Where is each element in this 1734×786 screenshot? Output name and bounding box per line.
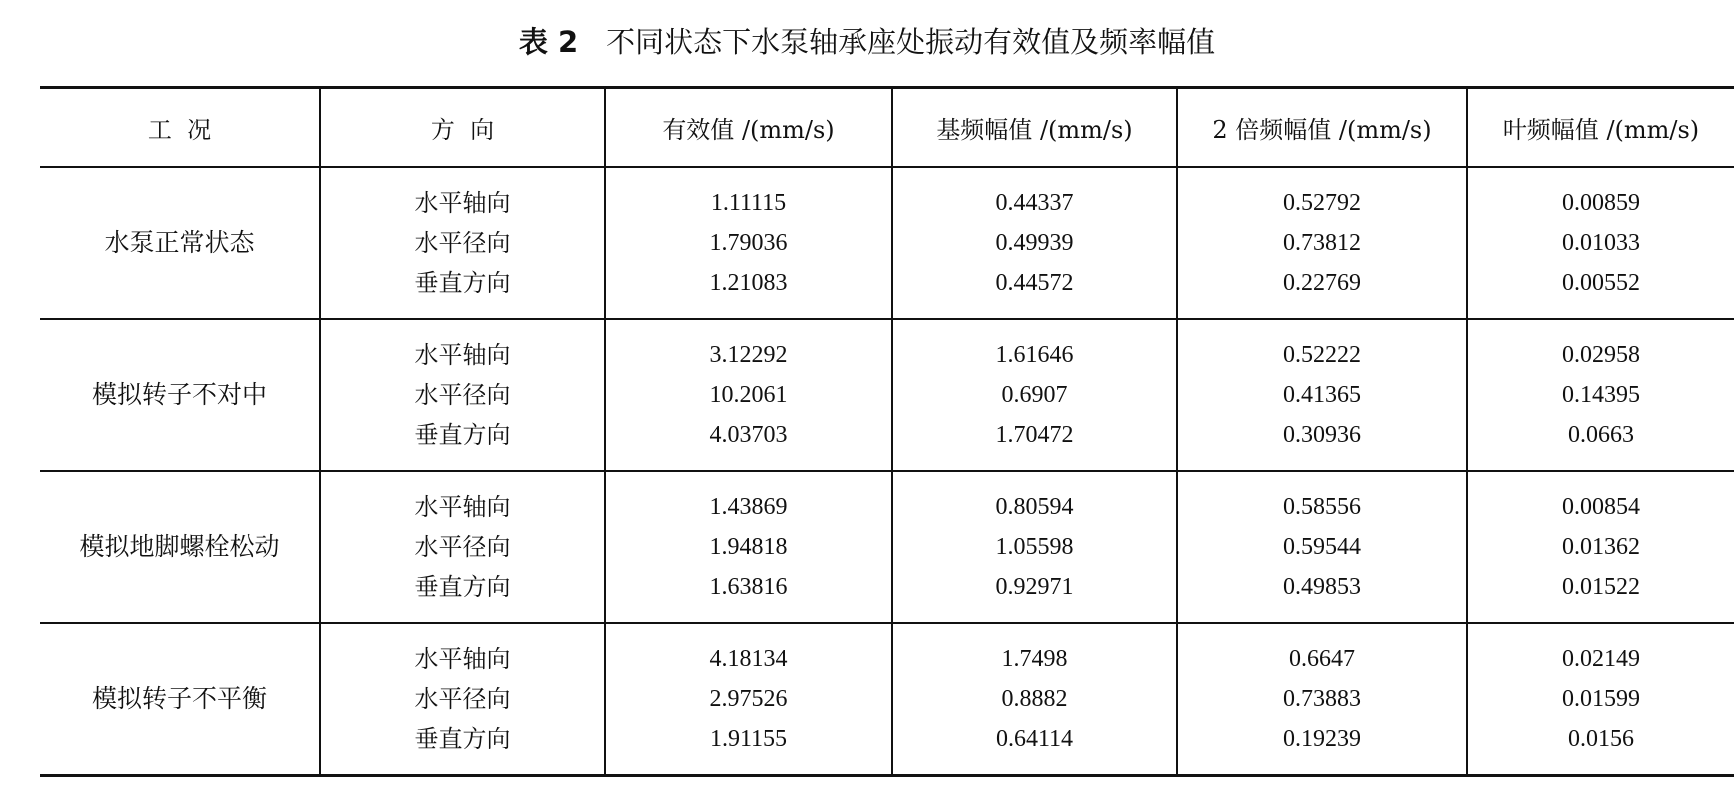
header-fundamental: 基频幅值 /(mm/s) bbox=[892, 88, 1177, 168]
rms-cell bbox=[605, 471, 892, 623]
condition-label: 水泵正常状态 bbox=[104, 228, 255, 257]
fundamental-cell bbox=[892, 319, 1177, 471]
second-harmonic-cell bbox=[1177, 623, 1467, 776]
direction-cell bbox=[320, 319, 605, 471]
direction-label: 水平轴向 bbox=[414, 493, 511, 521]
rms-value: 4.18134 bbox=[709, 646, 788, 672]
rms-value: 1.94818 bbox=[709, 534, 788, 560]
second-harmonic-value: 0.73812 bbox=[1283, 230, 1361, 256]
rms-value: 1.43869 bbox=[709, 494, 788, 520]
direction-label: 水平径向 bbox=[414, 533, 511, 561]
table-caption bbox=[0, 22, 1734, 62]
table-row-group bbox=[40, 623, 1734, 776]
second-harmonic-value: 0.41365 bbox=[1283, 382, 1361, 408]
second-harmonic-value: 0.49853 bbox=[1283, 574, 1361, 600]
second-harmonic-value: 0.6647 bbox=[1289, 646, 1355, 672]
table-title: 不同状态下水泵轴承座处振动有效值及频率幅值 bbox=[606, 25, 1216, 59]
second-harmonic-cell bbox=[1177, 319, 1467, 471]
header-second-harmonic: 2 倍频幅值 /(mm/s) bbox=[1177, 88, 1467, 168]
blade-frequency-cell bbox=[1467, 319, 1734, 471]
blade-frequency-cell bbox=[1467, 623, 1734, 776]
blade-frequency-value: 0.14395 bbox=[1562, 382, 1640, 408]
second-harmonic-value: 0.19239 bbox=[1283, 726, 1361, 752]
fundamental-value: 1.05598 bbox=[995, 534, 1074, 560]
rms-cell bbox=[605, 319, 892, 471]
rms-value: 1.63816 bbox=[709, 574, 788, 600]
second-harmonic-value: 0.52792 bbox=[1283, 190, 1361, 216]
header-row bbox=[40, 88, 1734, 168]
blade-frequency-value: 0.00854 bbox=[1562, 494, 1640, 520]
second-harmonic-value: 0.59544 bbox=[1283, 534, 1361, 560]
condition-cell bbox=[40, 319, 320, 471]
blade-frequency-value: 0.01362 bbox=[1562, 534, 1640, 560]
header-rms: 有效值 /(mm/s) bbox=[605, 88, 892, 168]
rms-value: 3.12292 bbox=[709, 342, 788, 368]
fundamental-value: 0.92971 bbox=[995, 574, 1074, 600]
fundamental-value: 0.44337 bbox=[995, 190, 1074, 216]
blade-frequency-value: 0.01599 bbox=[1562, 686, 1640, 712]
rms-value: 1.79036 bbox=[709, 230, 788, 256]
direction-label: 垂直方向 bbox=[414, 269, 511, 297]
rms-cell bbox=[605, 623, 892, 776]
fundamental-cell bbox=[892, 623, 1177, 776]
direction-label: 水平轴向 bbox=[414, 341, 511, 369]
fundamental-value: 0.64114 bbox=[995, 726, 1074, 752]
rms-value: 4.03703 bbox=[709, 422, 788, 448]
direction-label: 水平轴向 bbox=[414, 189, 511, 217]
blade-frequency-value: 0.00552 bbox=[1562, 270, 1640, 296]
condition-label: 模拟转子不对中 bbox=[91, 380, 267, 409]
rms-value: 1.11115 bbox=[710, 190, 787, 216]
direction-label: 垂直方向 bbox=[414, 573, 511, 601]
blade-frequency-value: 0.01522 bbox=[1562, 574, 1640, 600]
fundamental-value: 1.7498 bbox=[1001, 646, 1068, 672]
table-row-group bbox=[40, 319, 1734, 471]
direction-label: 水平轴向 bbox=[414, 645, 511, 673]
fundamental-value: 0.44572 bbox=[995, 270, 1074, 296]
fundamental-value: 1.61646 bbox=[995, 342, 1074, 368]
vibration-data-table bbox=[40, 86, 1734, 777]
fundamental-value: 0.8882 bbox=[1001, 686, 1068, 712]
condition-cell bbox=[40, 471, 320, 623]
rms-value: 2.97526 bbox=[709, 686, 788, 712]
fundamental-value: 0.6907 bbox=[1001, 382, 1068, 408]
condition-label: 模拟地脚螺栓松动 bbox=[79, 532, 280, 561]
blade-frequency-value: 0.02958 bbox=[1562, 342, 1640, 368]
rms-value: 10.2061 bbox=[709, 382, 788, 408]
table-number: 表 2 bbox=[518, 25, 579, 59]
fundamental-value: 1.70472 bbox=[995, 422, 1074, 448]
blade-frequency-cell bbox=[1467, 167, 1734, 319]
blade-frequency-value: 0.01033 bbox=[1562, 230, 1640, 256]
rms-value: 1.91155 bbox=[709, 726, 788, 752]
blade-frequency-value: 0.0156 bbox=[1568, 726, 1634, 752]
blade-frequency-value: 0.0663 bbox=[1568, 422, 1634, 448]
header-condition: 工 况 bbox=[40, 88, 320, 168]
direction-cell bbox=[320, 471, 605, 623]
direction-label: 水平径向 bbox=[414, 229, 511, 257]
rms-cell bbox=[605, 167, 892, 319]
blade-frequency-value: 0.00859 bbox=[1562, 190, 1640, 216]
fundamental-cell bbox=[892, 471, 1177, 623]
second-harmonic-value: 0.52222 bbox=[1283, 342, 1361, 368]
second-harmonic-value: 0.58556 bbox=[1283, 494, 1361, 520]
direction-label: 垂直方向 bbox=[414, 725, 511, 753]
fundamental-value: 0.49939 bbox=[995, 230, 1074, 256]
direction-cell bbox=[320, 623, 605, 776]
fundamental-value: 0.80594 bbox=[995, 494, 1074, 520]
direction-label: 垂直方向 bbox=[414, 421, 511, 449]
blade-frequency-value: 0.02149 bbox=[1562, 646, 1640, 672]
blade-frequency-cell bbox=[1467, 471, 1734, 623]
table-row-group bbox=[40, 471, 1734, 623]
condition-cell bbox=[40, 167, 320, 319]
second-harmonic-cell bbox=[1177, 471, 1467, 623]
direction-label: 水平径向 bbox=[414, 685, 511, 713]
condition-label: 模拟转子不平衡 bbox=[91, 684, 267, 713]
fundamental-cell bbox=[892, 167, 1177, 319]
second-harmonic-cell bbox=[1177, 167, 1467, 319]
direction-label: 水平径向 bbox=[414, 381, 511, 409]
second-harmonic-value: 0.30936 bbox=[1283, 422, 1361, 448]
second-harmonic-value: 0.73883 bbox=[1283, 686, 1361, 712]
second-harmonic-value: 0.22769 bbox=[1283, 270, 1361, 296]
direction-cell bbox=[320, 167, 605, 319]
rms-value: 1.21083 bbox=[709, 270, 788, 296]
header-direction: 方 向 bbox=[320, 88, 605, 168]
header-blade-frequency: 叶频幅值 /(mm/s) bbox=[1467, 88, 1734, 168]
condition-cell bbox=[40, 623, 320, 776]
table-row-group bbox=[40, 167, 1734, 319]
